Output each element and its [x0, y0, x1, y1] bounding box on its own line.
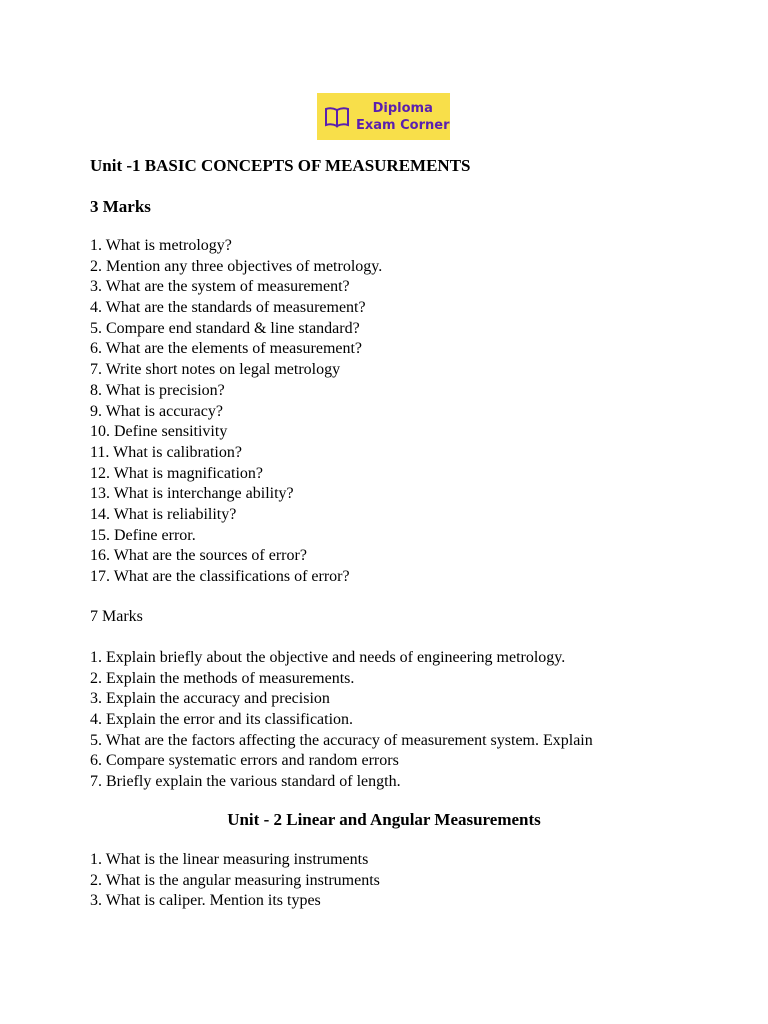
section-3-marks-heading: 3 Marks: [90, 197, 151, 216]
question-item: 3. Explain the accuracy and precision: [90, 690, 330, 708]
question-item: 3. What is caliper. Mention its types: [90, 892, 321, 910]
question-item: 1. What is metrology?: [90, 237, 232, 254]
question-item: 2. What is the angular measuring instruments: [90, 871, 380, 889]
logo-text: [356, 100, 449, 134]
section-7-marks-heading: 7 Marks: [90, 608, 143, 625]
unit-2-title: Unit - 2 Linear and Angular Measurements: [227, 810, 541, 829]
question-item: 1. Explain briefly about the objective and needs of engineering metrology.: [90, 649, 566, 666]
question-item: 2. Explain the methods of measurements.: [90, 669, 355, 687]
question-item: 7. Write short notes on legal metrology: [90, 361, 341, 379]
question-item: 6. What are the elements of measurement?: [90, 340, 363, 358]
open-book-icon: [324, 106, 350, 128]
question-item: 16. What are the sources of error?: [90, 547, 307, 565]
question-item: 7. Briefly explain the various standard of length.: [90, 773, 401, 791]
seven-marks-question-list: [90, 648, 593, 793]
question-item: 14. What is reliability?: [90, 505, 237, 523]
question-item: 8. What is precision?: [90, 381, 225, 399]
question-item: 4. What are the standards of measurement?: [90, 299, 366, 317]
unit-2-question-list: [90, 850, 380, 912]
question-item: 4. Explain the error and its classification.: [90, 711, 354, 729]
unit-1-title: Unit -1 BASIC CONCEPTS OF MEASUREMENTS: [90, 156, 471, 175]
question-item: 11. What is calibration?: [90, 443, 242, 461]
question-item: 6. Compare systematic errors and random errors: [90, 752, 399, 770]
three-marks-question-list: [90, 236, 382, 588]
question-item: 12. What is magnification?: [90, 464, 263, 482]
logo-line-2: Exam Corner: [356, 117, 450, 133]
question-item: 5. What are the factors affecting the accuracy of measurement system. Explain: [90, 731, 593, 749]
question-item: 1. What is the linear measuring instruments: [90, 851, 369, 868]
logo-line-1: Diploma: [372, 100, 433, 116]
diploma-exam-corner-logo: [317, 93, 450, 140]
question-item: 17. What are the classifications of error?: [90, 568, 350, 585]
question-item: 5. Compare end standard & line standard?: [90, 319, 360, 337]
question-item: 2. Mention any three objectives of metrology.: [90, 257, 383, 275]
question-item: 15. Define error.: [90, 526, 196, 544]
question-item: 9. What is accuracy?: [90, 402, 223, 420]
question-item: 10. Define sensitivity: [90, 423, 228, 441]
question-item: 13. What is interchange ability?: [90, 485, 294, 503]
question-item: 3. What are the system of measurement?: [90, 278, 350, 296]
